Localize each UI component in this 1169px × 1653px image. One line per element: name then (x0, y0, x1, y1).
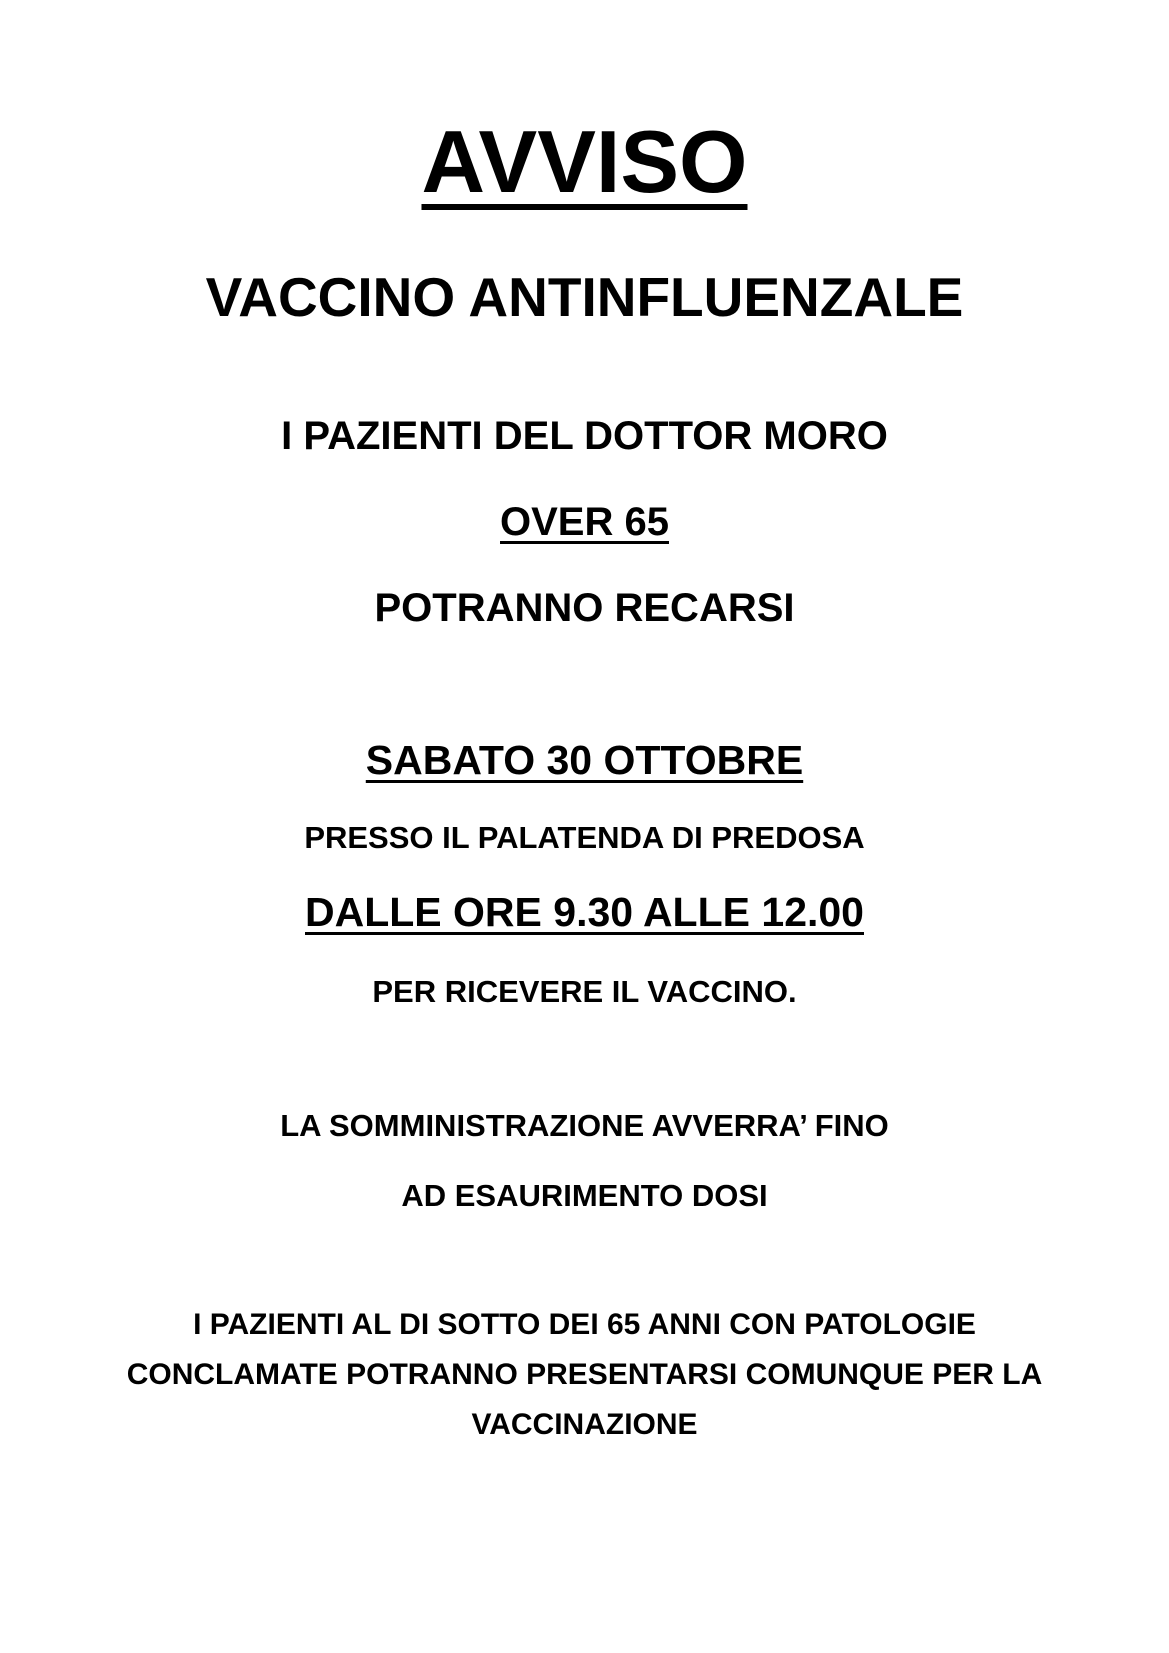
place-line: PRESSO IL PALATENDA DI PREDOSA (304, 820, 865, 855)
age-line: OVER 65 (500, 500, 669, 544)
patients-line: I PAZIENTI DEL DOTTOR MORO (281, 414, 888, 458)
can-go-line: POTRANNO RECARSI (374, 586, 795, 630)
administration-line-2: AD ESAURIMENTO DOSI (401, 1178, 768, 1213)
time-line: DALLE ORE 9.30 ALLE 12.00 (305, 889, 864, 935)
date-line: SABATO 30 OTTOBRE (365, 737, 804, 783)
footer-note: I PAZIENTI AL DI SOTTO DEI 65 ANNI CON PATOLOGIE CONCLAMATE POTRANNO PRESENTARSI COMUNQUE PER LA VACCINAZIONE (126, 1308, 1043, 1441)
notice-title: AVVISO (421, 112, 748, 211)
purpose-line: PER RICEVERE IL VACCINO. (372, 974, 797, 1009)
notice-subtitle: VACCINO ANTINFLUENZALE (205, 266, 964, 328)
administration-line-1: LA SOMMINISTRAZIONE AVVERRA’ FINO (280, 1108, 889, 1143)
